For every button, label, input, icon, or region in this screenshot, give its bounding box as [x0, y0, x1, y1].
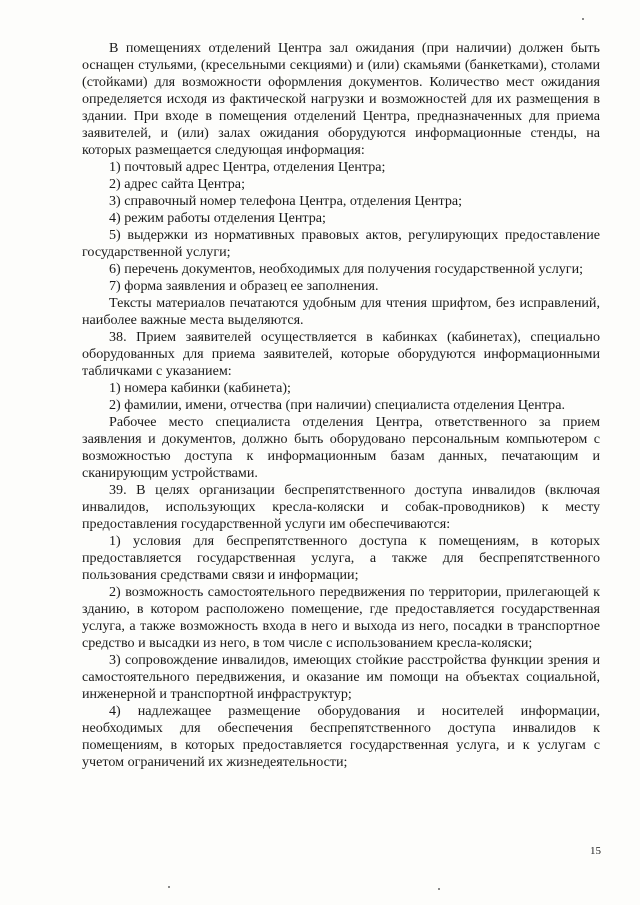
document-body [82, 40, 600, 771]
list-item: 1) условия для беспрепятственного доступа к помещениям, в которых предоставляется государственная услуга, а также для беспрепятственного пользования средствами связи и информации; [82, 533, 600, 583]
list-item: 2) адрес сайта Центра; [109, 176, 245, 192]
scan-speck [582, 18, 584, 20]
scan-speck [168, 886, 170, 888]
list-item: 2) фамилии, имени, отчества (при наличии) специалиста отделения Центра. [109, 397, 565, 413]
page-number: 15 [590, 845, 601, 857]
paragraph-waiting-area: В помещениях отделений Центра зал ожидания (при наличии) должен быть оснащен стульями, (кресельными секциями) и (или) скамьями (банкетками), столами (стойками) для возможности оформления документов. Количество мест ожидания определяется исходя из фактической нагрузки и возможностей для их размещения в здании. При входе в помещения отделений Центра, предназначенных для приема заявителей, и (или) залах ожидания оборудуются информационные стенды, на которых размещается следующая информация: [82, 40, 600, 158]
list-item: 4) режим работы отделения Центра; [109, 210, 326, 226]
paragraph-workplace: Рабочее место специалиста отделения Центра, ответственного за прием заявления и документов, должно быть оборудовано персональным компьютером с возможностью доступа к информационным базам данных, печатающим и сканирующим устройствами. [82, 414, 600, 481]
list-item: 6) перечень документов, необходимых для получения государственной услуги; [109, 261, 584, 277]
scan-speck [438, 888, 440, 890]
paragraph-materials: Тексты материалов печатаются удобным для чтения шрифтом, без исправлений, наиболее важные места выделяются. [82, 295, 600, 328]
list-item: 3) сопровождение инвалидов, имеющих стойкие расстройства функции зрения и самостоятельного передвижения, и оказание им помощи на объектах социальной, инженерной и транспортной инфраструктур; [82, 652, 600, 702]
paragraph-39: 39. В целях организации беспрепятственного доступа инвалидов (включая инвалидов, использующих кресла-коляски и собак-проводников) к месту предоставления государственной услуги им обеспечиваются: [82, 482, 600, 532]
list-item: 1) номера кабинки (кабинета); [109, 380, 291, 396]
list-item: 5) выдержки из нормативных правовых актов, регулирующих предоставление государственной услуги; [82, 227, 600, 260]
list-item: 4) надлежащее размещение оборудования и носителей информации, необходимых для обеспечения беспрепятственного доступа инвалидов к помещениям, в которых предоставляется государственная услуга, и к услугам с учетом ограничений их жизнедеятельности; [82, 703, 600, 770]
list-item: 2) возможность самостоятельного передвижения по территории, прилегающей к зданию, в котором расположено помещение, где предоставляется государственная услуга, а также возможность входа в него и выхода из него, посадки в транспортное средство и высадки из него, в том числе с использованием кресла-коляски; [82, 584, 600, 651]
list-item: 1) почтовый адрес Центра, отделения Центра; [109, 159, 386, 175]
list-item: 7) форма заявления и образец ее заполнения. [109, 278, 379, 294]
list-item: 3) справочный номер телефона Центра, отделения Центра; [109, 193, 463, 209]
paragraph-38: 38. Прием заявителей осуществляется в кабинках (кабинетах), специально оборудованных для приема заявителей, которые оборудуются информационными табличками с указанием: [82, 329, 600, 379]
